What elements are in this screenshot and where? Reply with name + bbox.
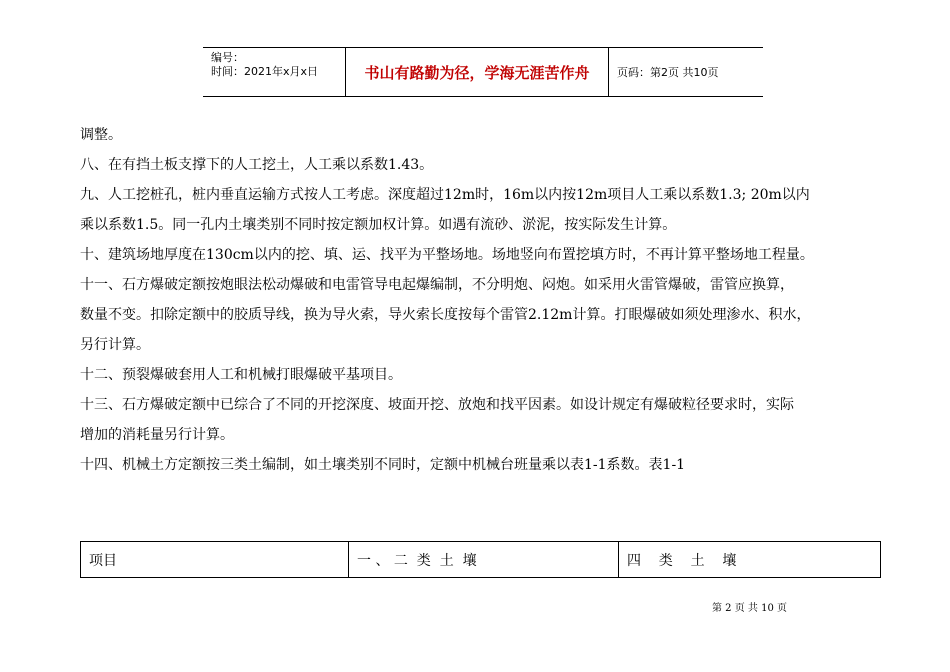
time-label: 时间：2021年x月x日 bbox=[211, 65, 319, 78]
document-body bbox=[80, 120, 890, 480]
header-meta bbox=[203, 48, 346, 96]
table-header-soil-4: 四 类 土 壤 bbox=[627, 552, 737, 569]
page-footer: 第 2 页 共 10 页 bbox=[712, 603, 787, 614]
body-line: 十三、石方爆破定额中已综合了不同的开挖深度、坡面开挖、放炮和找平因素。如设计规定有爆破粒径要求时，实际 bbox=[80, 397, 794, 413]
header-motto: 书山有路勤为径，学海无涯苦作舟 bbox=[346, 48, 609, 96]
body-line: 十、建筑场地厚度在130cm以内的挖、填、运、找平为平整场地。场地竖向布置挖填方时，不再计算平整场地工程量。 bbox=[80, 247, 814, 263]
table-header-soil-1-2: 一 、 二 类 土 壤 bbox=[349, 542, 619, 577]
body-line: 另行计算。 bbox=[80, 337, 150, 353]
number-label: 编号： bbox=[211, 51, 244, 64]
page-header bbox=[203, 47, 763, 97]
body-line: 数量不变。扣除定额中的胶质导线，换为导火索，导火索长度按每个雷管2.12m计算。打眼爆破如须处理渗水、积水， bbox=[80, 307, 811, 323]
header-page-code: 页码：第2页 共10页 bbox=[617, 66, 719, 79]
body-line: 十一、石方爆破定额按炮眼法松动爆破和电雷管导电起爆编制，不分明炮、闷炮。如采用火雷管爆破，雷管应换算， bbox=[80, 277, 794, 293]
body-line: 十二、预裂爆破套用人工和机械打眼爆破平基项目。 bbox=[80, 367, 402, 383]
body-line: 八、在有挡土板支撑下的人工挖土，人工乘以系数1.43。 bbox=[80, 157, 434, 173]
body-line: 增加的消耗量另行计算。 bbox=[80, 427, 234, 443]
body-line: 九、人工挖桩孔，桩内垂直运输方式按人工考虑。深度超过12m时，16m以内按12m项目人工乘以系数1.3; 20m以内 bbox=[80, 187, 810, 203]
body-line: 调整。 bbox=[80, 127, 122, 143]
body-line: 十四、机械土方定额按三类土编制，如土壤类别不同时，定额中机械台班量乘以表1-1系数。表1-1 bbox=[80, 457, 686, 473]
coefficient-table bbox=[80, 541, 881, 578]
table-header-item: 项目 bbox=[81, 542, 349, 577]
body-line: 乘以系数1.5。同一孔内土壤类别不同时按定额加权计算。如遇有流砂、淤泥，按实际发生计算。 bbox=[80, 217, 677, 233]
